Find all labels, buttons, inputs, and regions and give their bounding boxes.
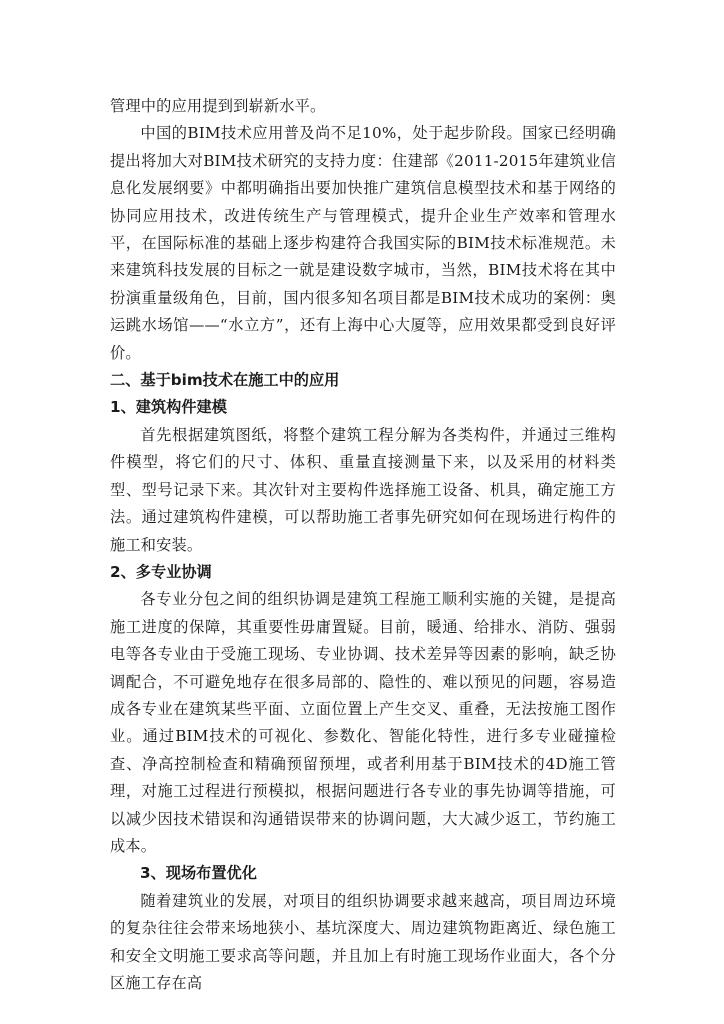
subsection-body-site-layout: 随着建筑业的发展，对项目的组织协调要求越来越高，项目周边环境的复杂往往会带来场地狭小、基坑深度大、周边建筑物距离近、绿色施工和安全文明施工要求高等问题，并且加上有时施工现场作业面大，各个分区施工存在高 [110, 891, 616, 992]
subsection-heading-site-layout: 3、现场布置优化 [140, 864, 257, 883]
section-title: 二、基于bim技术在施工中的应用 [110, 371, 340, 390]
paragraph-continuation: 管理中的应用提到到崭新水平。 [110, 97, 326, 115]
subsection-body-coordination: 各专业分包之间的组织协调是建筑工程施工顺利实施的关键，是提高施工进度的保障，其重要性毋庸置疑。目前，暖通、给排水、消防、强弱电等各专业由于受施工现场、专业协调、技术差异等因素的影响，缺乏协调配合，不可避免地存在很多局部的、隐性的、难以预见的问题，容易造成各专业在建筑某些平面、立面位置上产生交叉、重叠，无法按施工图作业。通过BIM技术的可视化、参数化、智能化特性，进行多专业碰撞检查、净高控制检查和精确预留预埋，或者利用基于BIM技术的4D施工管理，对施工过程进行预模拟，根据问题进行各专业的事先协调等措施，可以减少因技术错误和沟通错误带来的协调问题，大大减少返工，节约施工成本。 [110, 590, 616, 855]
document-body [110, 93, 616, 997]
subsection-body-modeling: 首先根据建筑图纸，将整个建筑工程分解为各类构件，并通过三维构件模型，将它们的尺寸、体积、重量直接测量下来，以及采用的材料类型、型号记录下来。其次针对主要构件选择施工设备、机具，确定施工方法。通过建筑构件建模，可以帮助施工者事先研究如何在现场进行构件的施工和安装。 [110, 425, 616, 554]
subsection-heading-modeling: 1、建筑构件建模 [110, 398, 227, 417]
paragraph-bim-adoption: 中国的BIM技术应用普及尚不足10%，处于起步阶段。国家已经明确提出将加大对BIM技术研究的支持力度：住建部《2011-2015年建筑业信息化发展纲要》中都明确指出要加快推广建筑信息模型技术和基于网络的协同应用技术，改进传统生产与管理模式，提升企业生产效率和管理水平，在国际标准的基础上逐步构建符合我国实际的BIM技术标准规范。未来建筑科技发展的目标之一就是建设数字城市，当然，BIM技术将在其中扮演重量级角色，目前，国内很多知名项目都是BIM技术成功的案例：奥运跳水场馆——“水立方”，还有上海中心大厦等，应用效果都受到良好评价。 [110, 124, 616, 362]
subsection-heading-coordination: 2、多专业协调 [110, 562, 212, 581]
